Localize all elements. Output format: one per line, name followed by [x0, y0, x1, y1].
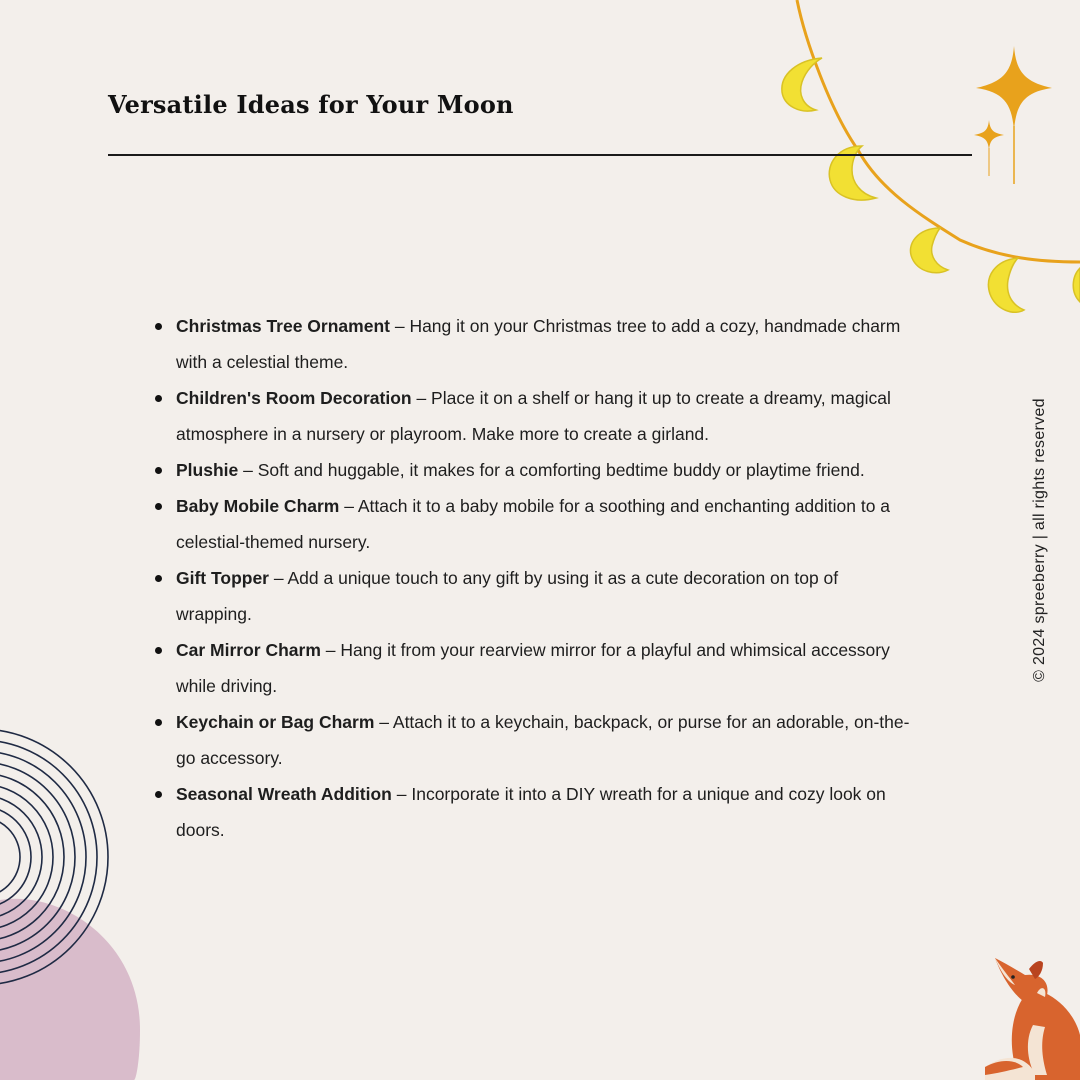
- idea-term: Seasonal Wreath Addition: [176, 784, 392, 804]
- idea-description: Attach it to a baby mobile for a soothing and enchanting addition to a celestial-themed nursery.: [176, 496, 891, 552]
- idea-term: Plushie: [176, 460, 239, 480]
- moon-5-icon: [1073, 268, 1080, 302]
- bullet-icon: [155, 467, 162, 474]
- idea-item-plushie: [176, 452, 911, 488]
- page-title: Versatile Ideas for Your Moon: [108, 90, 514, 119]
- idea-separator: –: [391, 784, 412, 804]
- idea-separator: –: [238, 460, 258, 480]
- idea-description: Add a unique touch to any gift by using it as a cute decoration on top of wrapping.: [176, 568, 839, 624]
- concentric-rings-decoration: [0, 660, 130, 1060]
- idea-term: Christmas Tree Ornament: [176, 316, 390, 336]
- bullet-icon: [155, 791, 162, 798]
- bullet-icon: [155, 323, 162, 330]
- idea-description: Soft and huggable, it makes for a comforting bedtime buddy or playtime friend.: [257, 460, 865, 480]
- idea-term: Keychain or Bag Charm: [176, 712, 375, 732]
- bullet-icon: [155, 575, 162, 582]
- idea-term: Children's Room Decoration: [176, 388, 412, 408]
- bullet-icon: [155, 647, 162, 654]
- sparkle-small-icon: [974, 120, 1004, 176]
- copyright-notice: © 2024 spreeberry | all rights reserved: [1031, 398, 1048, 682]
- idea-separator: –: [411, 388, 432, 408]
- idea-description: Place it on a shelf or hang it up to create a dreamy, magical atmosphere in a nursery or playroom. Make more to create a girland.: [176, 388, 891, 444]
- idea-separator: –: [269, 568, 288, 588]
- idea-term: Car Mirror Charm: [176, 640, 321, 660]
- fox-illustration: [985, 955, 1080, 1080]
- idea-item-keychain-or-bag-charm: [176, 704, 911, 776]
- idea-description: Hang it on your Christmas tree to add a cozy, handmade charm with a celestial theme.: [176, 316, 901, 372]
- idea-term: Gift Topper: [176, 568, 269, 588]
- moon-3-icon: [910, 228, 948, 273]
- idea-separator: –: [320, 640, 341, 660]
- idea-description: Attach it to a keychain, backpack, or purse for an adorable, on-the-go accessory.: [176, 712, 910, 768]
- idea-item-car-mirror-charm: [176, 632, 911, 704]
- idea-item-seasonal-wreath-addition: [176, 776, 911, 848]
- idea-separator: –: [339, 496, 358, 516]
- title-divider: [108, 154, 972, 156]
- ideas-list: [176, 308, 911, 848]
- idea-separator: –: [389, 316, 410, 336]
- idea-item-christmas-tree-ornament: [176, 308, 911, 380]
- idea-description: Incorporate it into a DIY wreath for a unique and cozy look on doors.: [176, 784, 886, 840]
- bullet-icon: [155, 395, 162, 402]
- idea-term: Baby Mobile Charm: [176, 496, 340, 516]
- bullet-icon: [155, 503, 162, 510]
- bullet-icon: [155, 719, 162, 726]
- idea-separator: –: [374, 712, 393, 732]
- idea-description: Hang it from your rearview mirror for a playful and whimsical accessory while driving.: [176, 640, 890, 696]
- idea-item-gift-topper: [176, 560, 911, 632]
- moon-4-icon: [988, 258, 1024, 312]
- idea-item-baby-mobile-charm: [176, 488, 911, 560]
- idea-item-childrens-room-decoration: [176, 380, 911, 452]
